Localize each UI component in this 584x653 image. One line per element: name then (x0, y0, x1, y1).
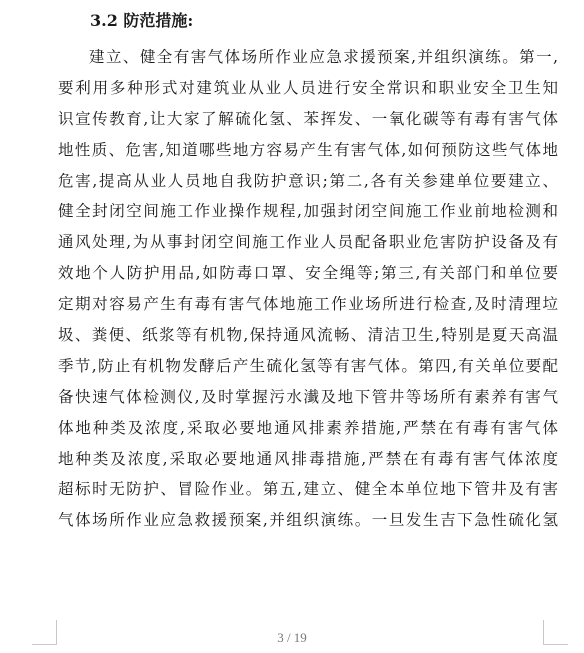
page-number: 3 / 19 (277, 630, 307, 645)
text-line: 气体场所作业应急救援预案,并组织演练。一旦发生吉下急性硫化氢 (58, 511, 558, 530)
text-line: 通风处理,为从事封闭空间施工作业人员配备职业危害防护设备及有 (58, 233, 558, 252)
text-line: 效地个人防护用品,如防毒口罩、安全绳等;第三,有关部门和单位要 (58, 264, 558, 283)
text-line: 地性质、危害,知道哪些地方容易产生有害气体,如何预防这些气体地 (58, 140, 558, 159)
text-line: 体地种类及浓度,采取必要地通风排素养措施,严禁在有毒有害气体 (58, 418, 558, 437)
text-line: 健全封闭空间施工作业操作规程,加强封闭空间施工作业前地检测和 (58, 202, 558, 221)
text-line: 建立、健全有害气体场所作业应急求援预案,并组织演练。第一, (89, 48, 558, 66)
text-line: 备快速气体检测仪,及时掌握污水瀐及地下管井等场所有素养有害气 (58, 387, 558, 406)
text-line: 识宣传教育,让大家了解硫化氢、苯挥发、一氧化碳等有毒有害气体 (58, 109, 558, 128)
text-line: 定期对容易产生有毒有害气体地施工作业场所进行检查,及时清理垃 (58, 295, 558, 314)
body-paragraph (58, 42, 558, 536)
text-line: 超标时无防护、冒险作业。第五,建立、健全本单位地下管井及有害 (58, 480, 558, 499)
text-line: 地种类及浓度,采取必要地通风排毒措施,严禁在有毒有害气体浓度 (58, 449, 558, 468)
text-line: 圾、粪便、纸浆等有机物,保持通风流畅、清洁卫生,特别是夏天高温 (58, 326, 558, 345)
text-line: 危害,提高从业人员地自我防护意识;第二,各有关参建单位要建立、 (58, 171, 558, 190)
text-line: 要利用多种形式对建筑业从业人员进行安全常识和职业安全卫生知 (58, 78, 558, 97)
text-line: 季节,防止有机物发酵后产生硫化氢等有害气体。第四,有关单位要配 (58, 356, 558, 375)
section-heading: 3.2 防范措施: (90, 11, 194, 30)
